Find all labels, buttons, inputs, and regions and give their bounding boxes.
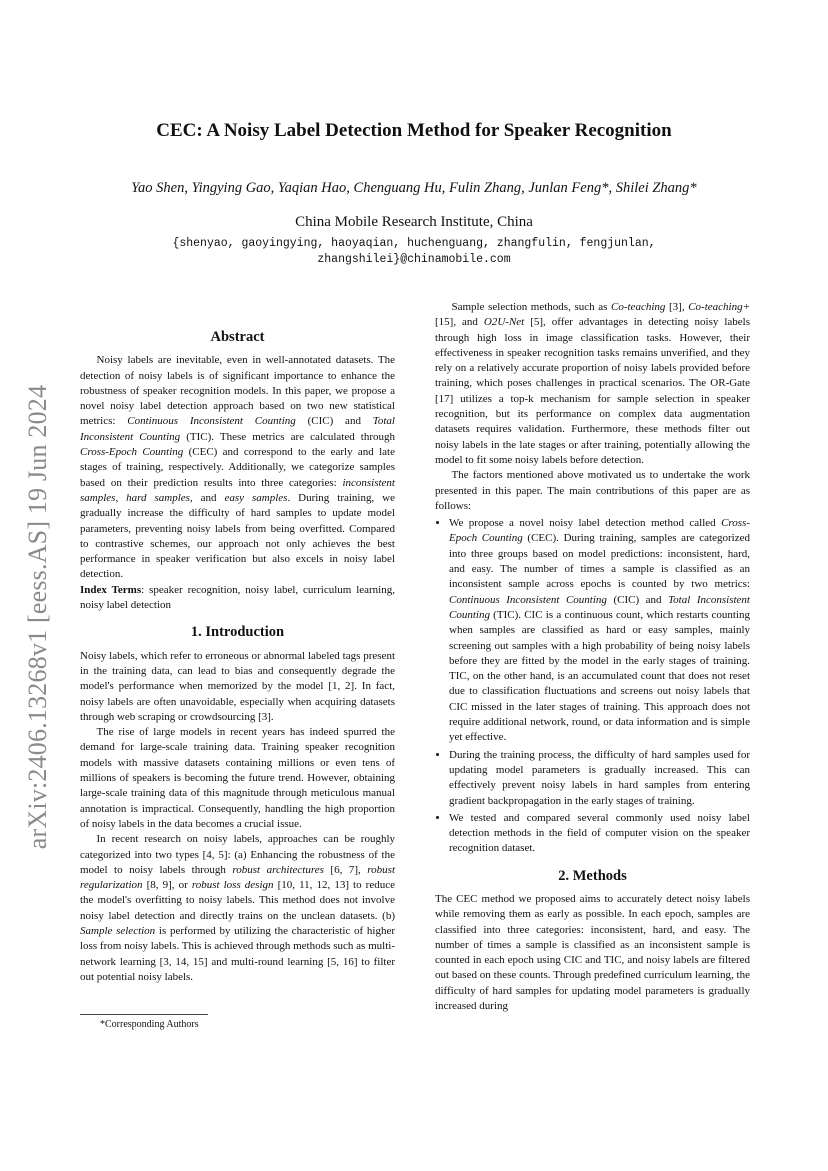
abstract-paragraph: Noisy labels are inevitable, even in well-annotated datasets. The detection of noisy labels is of significant importance to enhance the robustness of speaker recognition models. In this paper, we propose a novel noisy label detection approach based on two new statistical metrics: Continuous Inconsistent Counting (CIC) and Total Inconsistent Counting (TIC). These metrics are calculated through Cross-Epoch Counting (CEC) and correspond to the early and late stages of training, respectively. Additionally, we categorize samples based on their prediction results into three categories: inconsistent samples, hard samples, and easy samples. During training, we gradually increase the difficulty of hard samples to update model parameters, preventing noisy labels from being overfitted. Compared to contrastive schemes, our approach not only achieves the best performance in speaker verification but also excels in noisy label detection.	[80, 354, 395, 581]
intro-paragraph-2: The rise of large models in recent years has indeed spurred the demand for large-scale training data. Training speaker recognition models with massive datasets containing millions or even tens of millions of speakers is becoming the future trend. However, obtaining large-scale training data of this magnitude through meticulous manual annotation is impractical. Consequently, handling the high proportion of noisy labels in the data becomes a crucial issue.	[80, 726, 395, 830]
institution: China Mobile Research Institute, China	[295, 214, 533, 230]
footnote	[80, 1014, 395, 1030]
intro-paragraph-3: In recent research on noisy labels, approaches can be roughly categorized into two types [4, 5]: (a) Enhancing the robustness of the model to noisy labels through robust architectures [6, 7], robust regularization [8, 9], or robust loss design [10, 11, 12, 13] to reduce the model's overfitting to noisy labels. This method does not involve noisy label detection and directly trains on the unclean datasets. (b) Sample selection is performed by utilizing the characteristic of higher loss from noisy labels. This is achieved through methods such as multi-network learning [3, 14, 15] and multi-round learning [5, 16] to filter out potential noisy labels.	[80, 833, 396, 983]
email-line-2: zhangshilei}@chinamobile.com	[317, 253, 511, 266]
left-column	[80, 330, 395, 985]
section-heading-methods: 2. Methods	[558, 867, 627, 884]
intro-paragraph-1: Noisy labels, which refer to erroneous or abnormal labeled tags present in the training data, can lead to bias and consequently degrade the model's performance when memorized by the model [1, 2]. In fact, noisy labels are often unavoidable, especially when acquiring datasets through web scraping or crowdsourcing [3].	[80, 649, 395, 723]
arxiv-watermark	[22, 362, 54, 872]
right-paragraph-1: Sample selection methods, such as Co-teaching [3], Co-teaching+ [15], and O2U-Net [5], offer advantages in detecting noisy labels through high loss in image classification tasks. However, their effectiveness in speaker recognition tasks remains unverified, and they rely on a relatively accurate proportion of noisy labels provided before training, which poses challenges in practical scenarios. The OR-Gate [17] utilizes a top-k mechanism for sample selection in speaker recognition, but its performance on complex data augmentation datasets requires validation. Furthermore, these methods filter out noisy labels in the late stages or after training, potentially allowing the model to fit some noisy labels before detection.	[435, 301, 750, 466]
footnote-rule	[80, 1014, 208, 1015]
methods-paragraph: The CEC method we proposed aims to accurately detect noisy labels while removing them as early as possible. In each epoch, samples are classified into three categories: inconsistent, hard, and easy. The number of times a sample is classified as an inconsistent sample is counted in each epoch using CIC and TIC, and noisy labels are filtered out based on these counts. Through predefined curriculum learning, the difficulty of hard samples for updating model parameters is gradually increased during	[435, 892, 750, 1013]
right-column	[435, 300, 750, 1014]
email-block	[0, 236, 828, 268]
list-item: • We tested and compared several commonly used noisy label detection methods in the field of computer vision on the speaker recognition dataset.	[449, 811, 750, 857]
contributions-list	[435, 516, 750, 857]
index-terms: Index Terms: speaker recognition, noisy label, curriculum learning, noisy label detection	[80, 583, 395, 612]
paper-title: CEC: A Noisy Label Detection Method for Speaker Recognition	[156, 120, 672, 141]
arxiv-id: arXiv:2406.13268v1 [eess.AS] 19 Jun 2024	[23, 384, 52, 850]
email-line-1: {shenyao, gaoyingying, haoyaqian, huchenguang, zhangfulin, fengjunlan,	[172, 237, 656, 250]
list-item: • We propose a novel noisy label detection method called Cross-Epoch Counting (CEC). During training, samples are categorized into three groups based on model predictions: inconsistent, hard, and easy. The number of times a sample is classified as an inconsistent sample across epochs is counted by two metrics: Continuous Inconsistent Counting (CIC) and Total Inconsistent Counting (TIC). CIC is a continuous count, which restarts counting when samples are classified as hard or easy samples, mainly screening out samples with a high probability of being noisy labels before they are fitted by the model in the early stages of training. TIC, on the other hand, is an accumulated count that does not reset due to classification fluctuations and screens out noisy labels that CIC missed in the later stages of training. This approach does not require additional network, round, or data information and is simple yet effective.	[449, 516, 750, 745]
index-terms-label: Index Terms	[80, 583, 142, 596]
footnote-text: *Corresponding Authors	[100, 1019, 199, 1030]
right-paragraph-2: The factors mentioned above motivated us to undertake the work presented in this paper. The main contributions of this paper are as follows:	[435, 469, 750, 512]
section-heading-introduction: 1. Introduction	[190, 624, 285, 641]
list-item: • During the training process, the difficulty of hard samples used for updating model parameters is gradually increased. This can effectively prevent noisy labels in hard samples from entering gradient backpropagation in the early stages of training.	[449, 748, 750, 809]
abstract-heading: Abstract	[210, 329, 265, 345]
author-list: Yao Shen, Yingying Gao, Yaqian Hao, Chenguang Hu, Fulin Zhang, Junlan Feng*, Shilei Zhang*	[131, 180, 697, 196]
